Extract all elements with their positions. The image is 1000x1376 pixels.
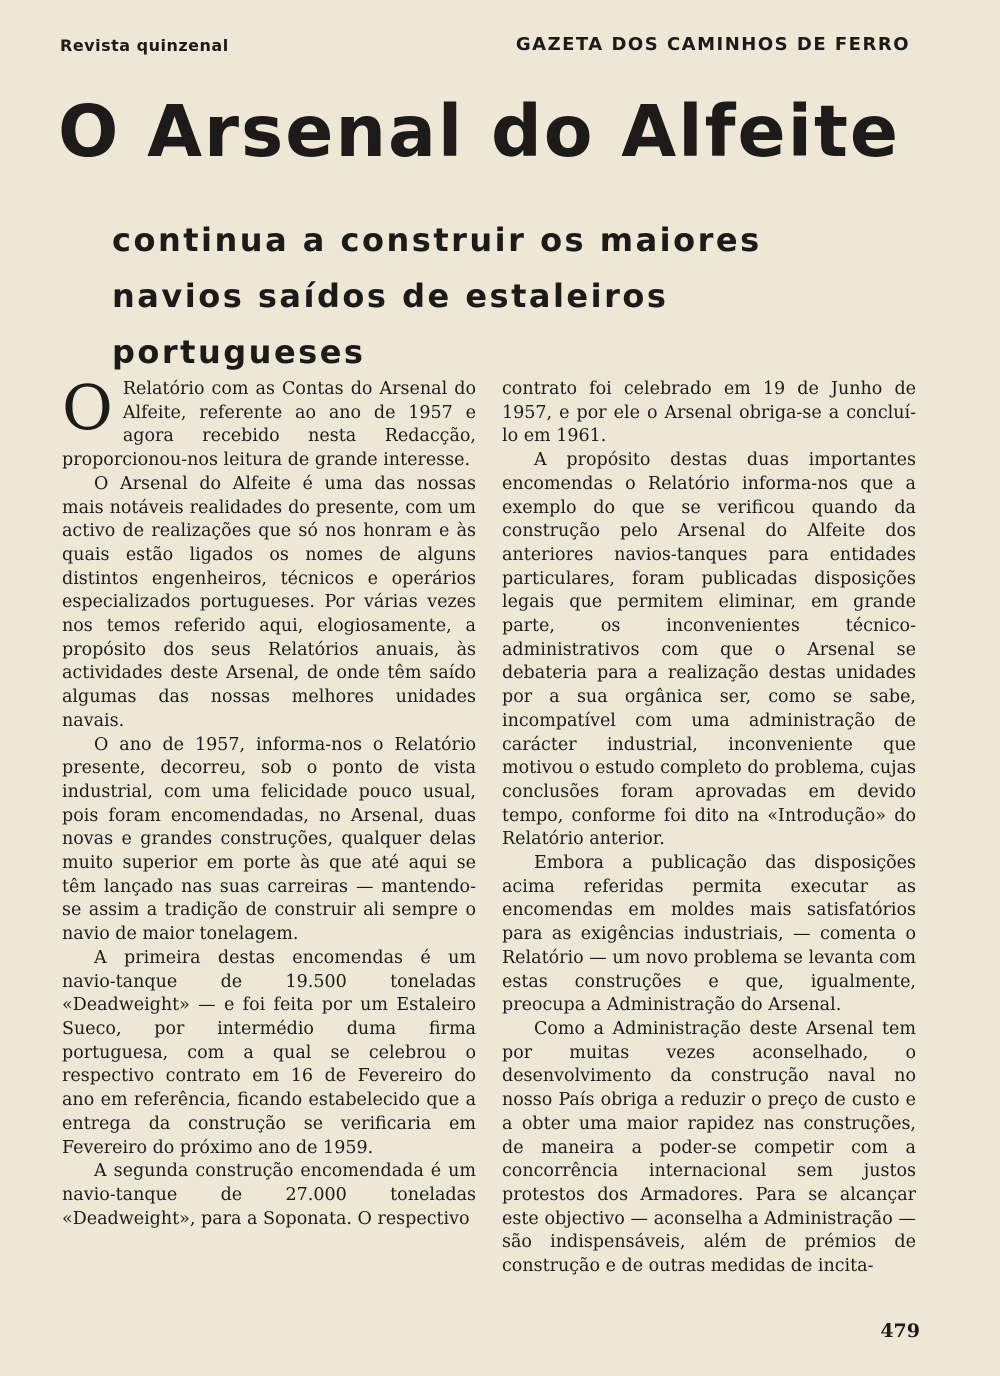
paragraph: A segunda construção encomendada é um navio-tanque de 27.000 toneladas «Deadweight», para a Soponata. O respectivo: [62, 1161, 476, 1229]
paragraph: contrato foi celebrado em 19 de Junho de 1957, e por ele o Arsenal obriga-se a concluí-lo em 1961.: [502, 379, 916, 447]
article-subtitle: continua a construir os maiores navios saídos de estaleiros portugueses: [112, 221, 762, 371]
article-title: O Arsenal do Alfeite: [58, 90, 901, 173]
paragraph: A primeira destas encomendas é um navio-tanque de 19.500 toneladas «Deadweight» — e foi feita por um Estaleiro Sueco, por intermédio duma firma portuguesa, com a qual se celebrou o respectivo contrato em 16 de Fevereiro do ano em referência, ficando estabelecido que a entrega da construção se verificaria em Fevereiro do próximo ano de 1959.: [62, 947, 476, 1158]
paragraph: Como a Administração deste Arsenal tem por muitas vezes aconselhado, o desenvolvimento da construção naval no nosso País obriga a reduzir o preço de custo e a obter uma maior rapidez nas construções, de maneira a poder-se competir com a concorrência internacional sem justos protestos dos Armadores. Para se alcançar este objectivo — aconselha a Administração — são indispensáveis, além de prémios de construção e de outras medidas de incita-: [502, 1018, 916, 1277]
paragraph: O Arsenal do Alfeite é uma das nossas mais notáveis realidades do presente, com um activo de realizações que só nos honram e às quais estão ligados os nomes de alguns distintos engenheiros, técnicos e operários especializados portugueses. Por várias vezes nos temos referido aqui, elogiosamente, a propósito dos seus Relatórios anuais, às actividades deste Arsenal, de onde têm saído algumas das nossas melhores unidades navais.: [62, 473, 476, 731]
article-column-left: [62, 371, 476, 1231]
drop-cap: O: [62, 371, 113, 444]
paragraph: A propósito destas duas importantes encomendas o Relatório informa-nos que a exemplo do que se verificou quando da construção pelo Arsenal do Alfeite dos anteriores navios-tanques para entidades particulares, foram publicadas disposições legais que permitem eliminar, em grande parte, os inconvenientes técnico-administrativos com que o Arsenal se debateria para a realização destas unidades por a sua orgânica ser, como se sabe, incompatível com uma administração de carácter industrial, inconveniente que motivou o estudo completo do problema, cujas conclusões foram aprovadas em devido tempo, conforme foi dito na «Introdução» do Relatório anterior.: [502, 450, 916, 850]
paragraph: Embora a publicação das disposições acima referidas permita executar as encomendas em moldes mais satisfatórios para as exigências industriais, — comenta o Relatório — um novo problema se levanta com estas construções e que, igualmente, preocupa a Administração do Arsenal.: [502, 853, 916, 1016]
magazine-frequency: Revista quinzenal: [60, 36, 229, 55]
paragraph: O Relatório com as Contas do Arsenal do Alfeite, referente ao ano de 1957 e agora recebido nesta Redacção, proporcionou-nos leitura de grande interesse.: [62, 371, 476, 471]
page-number: 479: [880, 1320, 920, 1342]
article-column-right: [502, 378, 916, 1279]
paragraph: O ano de 1957, informa-nos o Relatório presente, decorreu, sob o ponto de vista industrial, com uma felicidade pouco usual, pois foram encomendadas, no Arsenal, duas novas e grandes construções, qualquer delas muito superior em porte às que até aqui se têm lançado nas suas carreiras — mantendo-se assim a tradição de construir ali sempre o navio de maior tonelagem.: [62, 734, 476, 945]
magazine-title: GAZETA DOS CAMINHOS DE FERRO: [515, 34, 910, 55]
